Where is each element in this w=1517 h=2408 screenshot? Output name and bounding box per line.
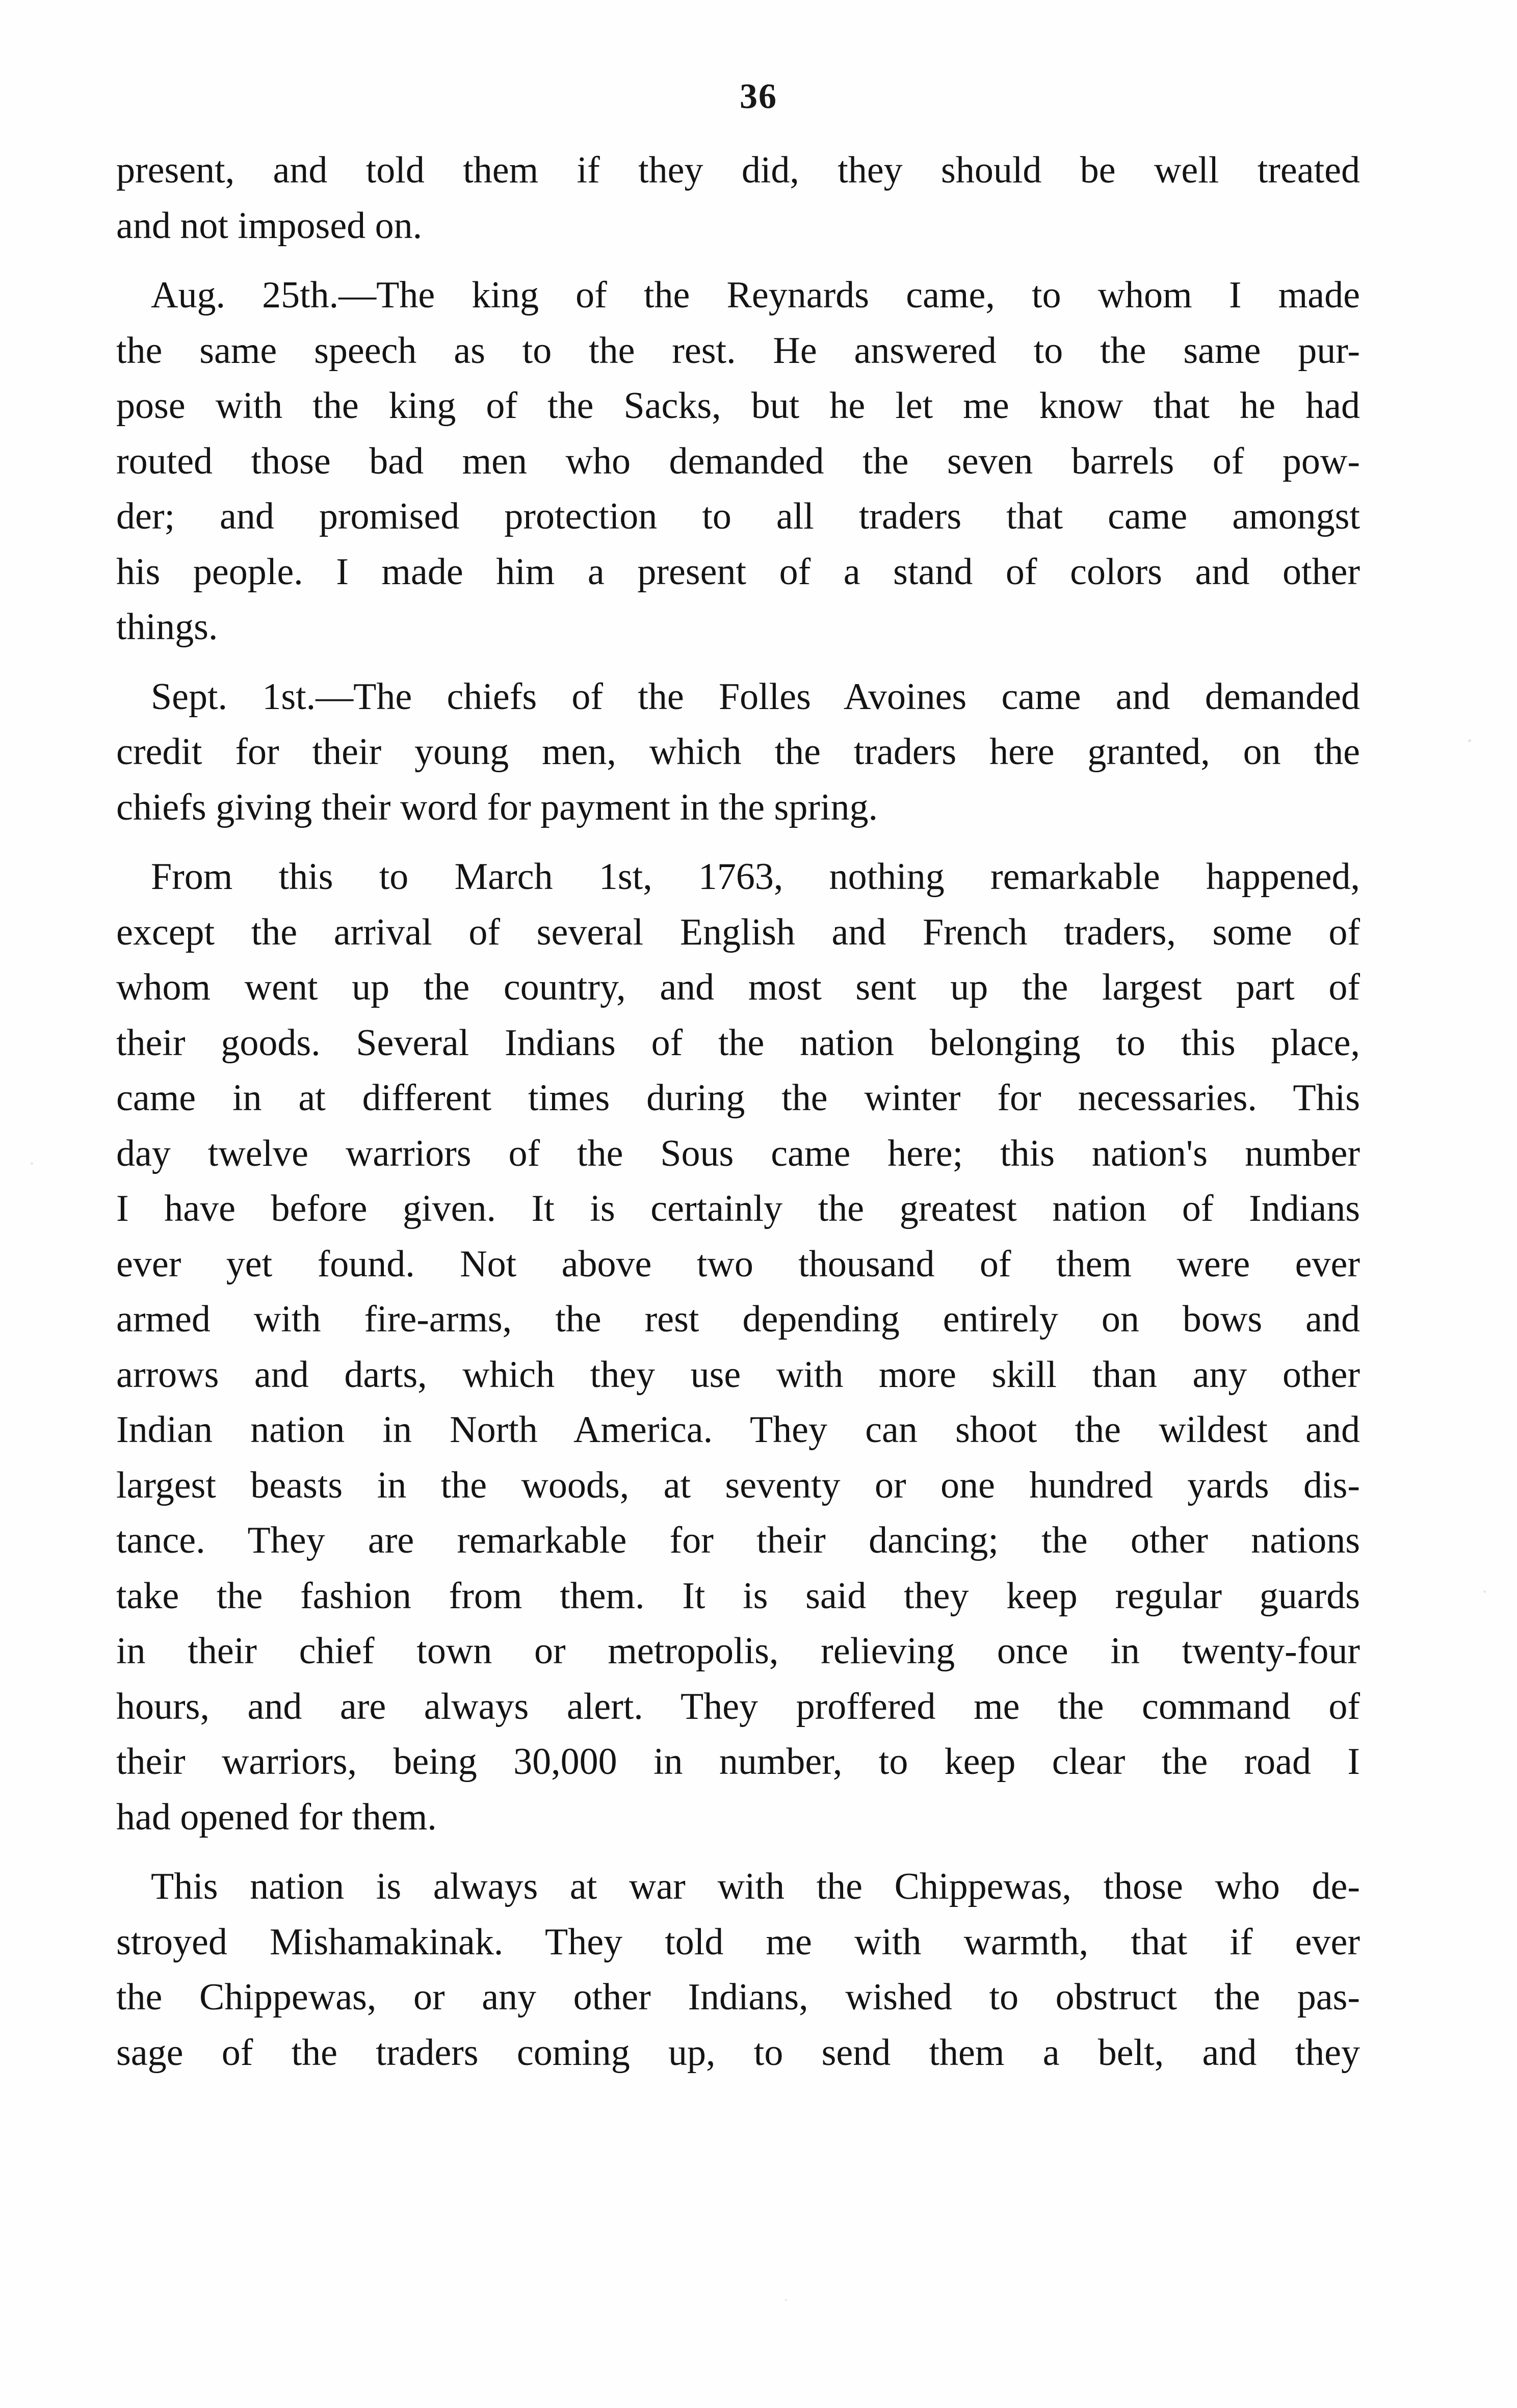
- text-line: I have before given. It is certainly the greatest nation of Indians: [116, 1188, 1360, 1229]
- text-line: had opened for them.: [116, 1796, 437, 1838]
- scan-speck: [31, 1162, 33, 1165]
- paragraph-sept-1: [116, 669, 1360, 835]
- text-line: pose with the king of the Sacks, but he let me know that he had: [116, 385, 1360, 427]
- text-line: tance. They are remarkable for their dancing; the other nations: [116, 1520, 1360, 1561]
- text-line: things.: [116, 606, 218, 648]
- paragraph-chippewas: [116, 1859, 1360, 2080]
- text-line: ever yet found. Not above two thousand of them were ever: [116, 1243, 1360, 1285]
- text-line: This nation is always at war with the Chippewas, those who de-: [151, 1866, 1360, 1907]
- text-line: their goods. Several Indians of the nation belonging to this place,: [116, 1022, 1360, 1064]
- text-line: his people. I made him a present of a stand of colors and other: [116, 551, 1360, 593]
- text-line: sage of the traders coming up, to send them a belt, and they: [116, 2031, 1360, 2074]
- text-line: chiefs giving their word for payment in the spring.: [116, 786, 878, 828]
- text-line: the same speech as to the rest. He answered to the same pur-: [116, 329, 1360, 372]
- paragraph-aug-25: [116, 268, 1360, 655]
- scan-speck: [1468, 739, 1471, 742]
- text-line: their warriors, being 30,000 in number, to keep clear the road I: [116, 1741, 1360, 1783]
- text-line: Aug. 25th.—The king of the Reynards came, to whom I made: [151, 274, 1360, 316]
- text-line: credit for their young men, which the traders here granted, on the: [116, 731, 1360, 773]
- text-line: day twelve warriors of the Sous came here; this nation's number: [116, 1132, 1360, 1174]
- text-line: in their chief town or metropolis, relieving once in twenty-four: [116, 1630, 1360, 1672]
- scan-speck: [785, 2299, 787, 2301]
- body-text: [116, 143, 1360, 2080]
- text-line: came in at different times during the winter for necessaries. This: [116, 1077, 1360, 1119]
- paragraph-continuation: [116, 143, 1360, 253]
- text-line: largest beasts in the woods, at seventy or one hundred yards dis-: [116, 1464, 1360, 1506]
- scan-speck: [1483, 1590, 1486, 1593]
- text-line: take the fashion from them. It is said they keep regular guards: [116, 1575, 1360, 1617]
- text-line: arrows and darts, which they use with more skill than any other: [116, 1353, 1360, 1396]
- text-line: der; and promised protection to all traders that came amongst: [116, 495, 1360, 537]
- text-line: the Chippewas, or any other Indians, wished to obstruct the pas-: [116, 1976, 1360, 2018]
- text-line: Indian nation in North America. They can shoot the wildest and: [116, 1409, 1360, 1451]
- text-line: hours, and are always alert. They proffered me the command of: [116, 1685, 1360, 1728]
- text-line: armed with fire-arms, the rest depending entirely on bows and: [116, 1298, 1360, 1340]
- text-line: and not imposed on.: [116, 204, 423, 247]
- text-line: Sept. 1st.—The chiefs of the Folles Avoines came and demanded: [151, 675, 1360, 718]
- page-number: 36: [740, 77, 777, 116]
- text-line: routed those bad men who demanded the seven barrels of pow-: [116, 440, 1360, 482]
- text-line: present, and told them if they did, they should be well treated: [116, 149, 1360, 191]
- text-line: stroyed Mishamakinak. They told me with warmth, that if ever: [116, 1921, 1360, 1963]
- text-line: From this to March 1st, 1763, nothing remarkable happened,: [151, 856, 1360, 898]
- text-line: except the arrival of several English and French traders, some of: [116, 911, 1360, 953]
- text-line: whom went up the country, and most sent up the largest part of: [116, 966, 1360, 1008]
- paragraph-march-1: [116, 849, 1360, 1845]
